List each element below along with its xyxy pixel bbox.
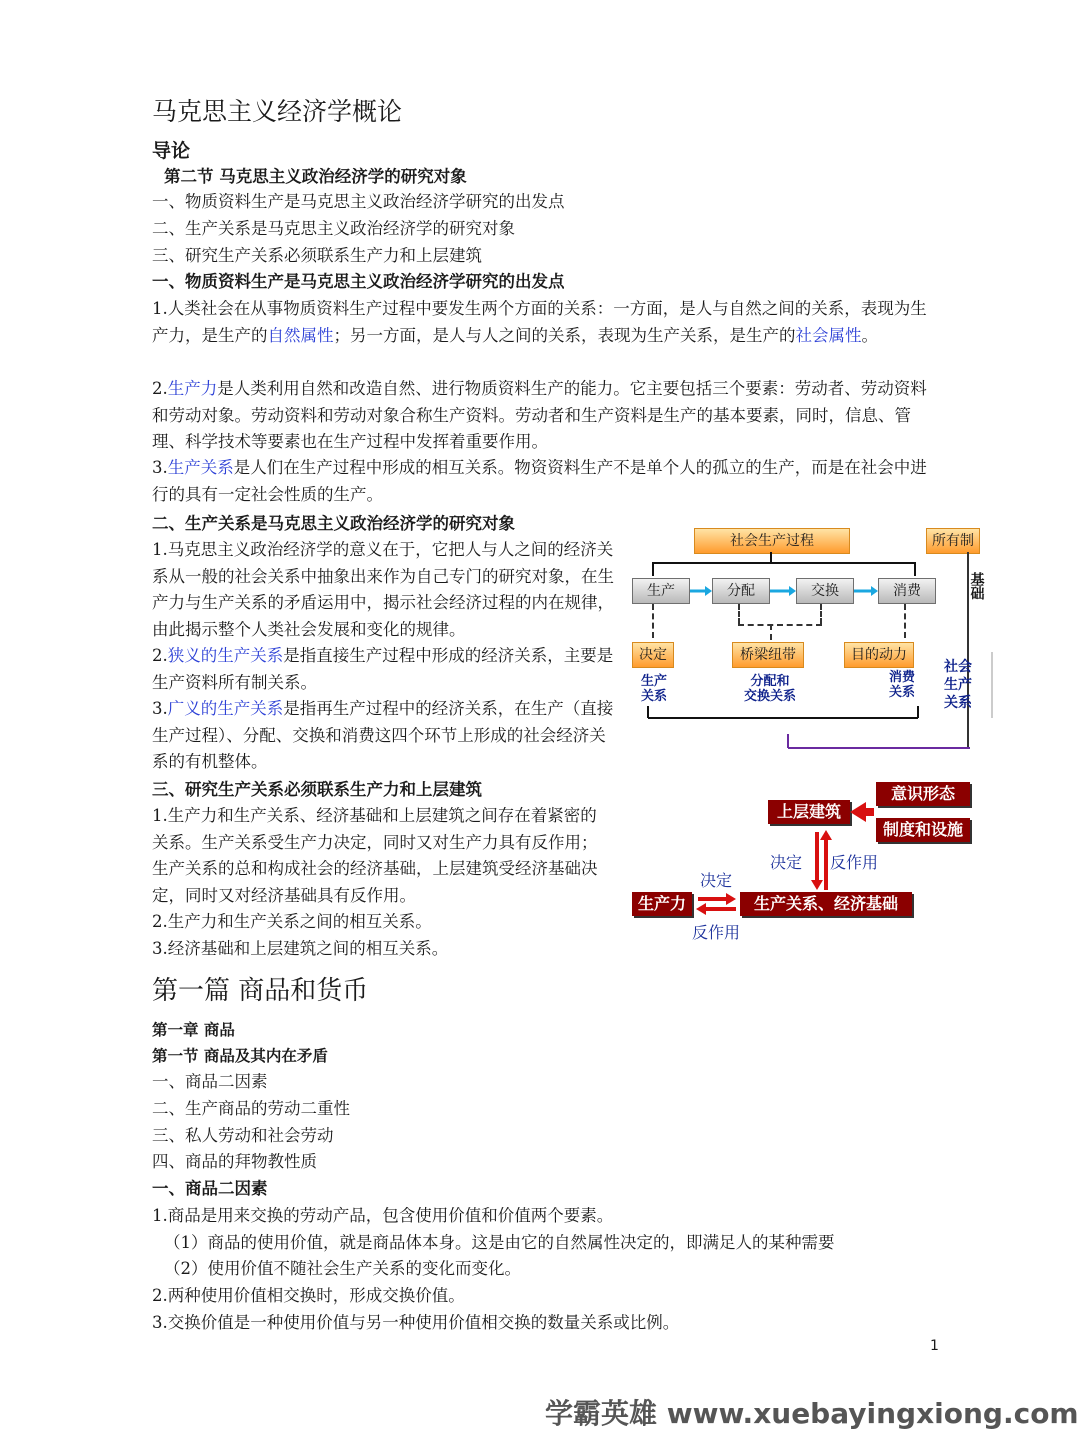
productive-forces-term: 生产力 [167,379,218,398]
role-motive: 目的动力 [844,642,914,668]
diagram2-arrows [628,778,978,946]
institutions-box: 制度和设施 [876,818,970,842]
outline-item-2: 二、生产关系是马克思主义政治经济学的研究对象 [152,219,515,238]
react-horizontal-label: 反作用 [692,923,741,942]
section-title: 第二节 马克思主义政治经济学的研究对象 [164,167,467,186]
node-exchange: 交换 [796,578,854,604]
outline-item-3: 三、研究生产关系必须联系生产力和上层建筑 [152,246,482,265]
part1-outline-2: 二、生产商品的劳动二重性 [152,1099,350,1118]
s3-paragraph-1: 1.生产力和生产关系、经济基础和上层建筑之间存在着紧密的关系。生产关系受生产力决定，同时又对生产力具有反作用；生产关系的总和构成社会的经济基础，上层建筑受经济基础决定，同时又对经济基础具有反作用。 [152,806,598,905]
s1-paragraph-2: 2.生产力是人类利用自然和改造自然、进行物质资料生产的能力。它主要包括三个要素：劳动者、劳动资料和劳动对象。劳动资料和劳动对象合称生产资料。劳动者和生产资料是生产的基本要素，同时，信息、管理、科学技术等要素也在生产过程中发挥着重要作用。 [152,379,927,451]
base-superstructure-diagram [628,778,978,946]
s1-paragraph-3: 3.生产关系是人们在生产过程中形成的相互关系。物资资料生产不是单个人的孤立的生产，而是在社会中进行的具有一定社会性质的生产。 [152,458,927,504]
superstructure-box: 上层建筑 [768,800,850,824]
dashed-consume [904,604,906,638]
s1-heading: 一、物质资料生产是马克思主义政治经济学研究的出发点 [152,272,565,291]
document-title: 马克思主义经济学概论 [152,97,403,126]
social-relations-label: 社会 生产 关系 [944,659,972,711]
dashed-dist [738,604,740,624]
s2-paragraph-2: 2.狭义的生产关系是指直接生产过程中形成的经济关系，主要是生产资料所有制关系。 [152,646,614,692]
role-bridge: 桥梁纽带 [732,642,804,668]
s3-paragraph-2: 2.生产力和生产关系之间的相互关系。 [152,912,432,931]
commodity-item-2: 2.两种使用价值相交换时，形成交换价值。 [152,1286,465,1305]
ownership-box: 所有制 [926,528,980,554]
intro-heading: 导论 [152,140,191,162]
s3-heading: 三、研究生产关系必须联系生产力和上层建筑 [152,780,482,799]
rel-distribution-label: 分配和 交换关系 [743,674,796,704]
node-consumption: 消费 [878,578,936,604]
relations-base-box: 生产关系、经济基础 [740,892,912,916]
node-distribution: 分配 [712,578,770,604]
rel-production-label: 生产 关系 [640,674,667,704]
outline-item-1: 一、物质资料生产是马克思主义政治经济学研究的出发点 [152,192,565,211]
productive-forces-box: 生产力 [632,892,692,916]
basis-label: 基础 [968,572,985,600]
role-decide: 决定 [632,642,674,668]
rel-consumption-label: 消费 关系 [888,670,915,700]
s2-paragraph-3: 3.广义的生产关系是指再生产过程中的经济关系，在生产（直接生产过程）、分配、交换和消费这四个环节上形成的社会经济关系的有机整体。 [152,699,614,771]
commodity-item-1-1: （1）商品的使用价值，就是商品体本身。这是由它的自然属性决定的，即满足人的某种需要 [164,1233,835,1252]
narrow-relations-term: 狭义的生产关系 [167,646,284,665]
part1-s1-heading: 一、商品二因素 [152,1179,268,1198]
page-number: 1 [930,1338,939,1354]
social-attribute-term: 社会属性 [795,325,862,345]
decide-horizontal-label: 决定 [700,871,733,890]
broad-relations-term: 广义的生产关系 [167,699,284,718]
commodity-item-3: 3.交换价值是一种使用价值与另一种使用价值相交换的数量关系或比例。 [152,1313,680,1332]
production-relations-term: 生产关系 [167,458,234,477]
part-title: 第一篇 商品和货币 [152,976,369,1006]
commodity-item-1-2: （2）使用价值不随社会生产关系的变化而变化。 [164,1259,521,1278]
part1-outline-4: 四、商品的拜物教性质 [152,1152,317,1171]
s2-paragraph-1: 1.马克思主义政治经济学的意义在于，它把人与人之间的经济关系从一般的社会关系中抽象出来作为自己专门的研究对象，在生产力与生产关系的矛盾运用中，揭示社会经济过程的内在规律，由此揭示整个人类社会发展和变化的规律。 [152,540,614,639]
decide-vertical-label: 决定 [770,853,803,872]
dashed-production [652,604,654,638]
react-vertical-label: 反作用 [830,853,879,872]
part1-outline-3: 三、私人劳动和社会劳动 [152,1126,334,1145]
watermark: 学霸英雄 www.xuebayingxiong.com [545,1397,1079,1430]
commodity-item-1: 1.商品是用来交换的劳动产品，包含使用价值和价值两个要素。 [152,1206,614,1225]
diagram1-arrows [628,520,998,755]
natural-attribute-term: 自然属性 [267,325,334,345]
section1-title: 第一节 商品及其内在矛盾 [152,1047,328,1065]
s2-heading: 二、生产关系是马克思主义政治经济学的研究对象 [152,514,515,533]
s3-paragraph-3: 3.经济基础和上层建筑之间的相互关系。 [152,939,449,958]
dashed-join [738,624,822,626]
dashed-bridge [770,624,772,640]
production-process-diagram [628,520,998,755]
dashed-exch [820,604,822,624]
node-production: 生产 [632,578,690,604]
chapter-title: 第一章 商品 [152,1021,235,1039]
s1-paragraph-1: 1.人类社会在从事物质资料生产过程中要发生两个方面的关系：一方面，是人与自然之间的关系，表现为生产力，是生产的自然属性；另一方面，是人与人之间的关系，表现为生产关系，是生产的社会属性。 [152,299,927,345]
ideology-box: 意识形态 [876,782,970,806]
part1-outline-1: 一、商品二因素 [152,1072,268,1091]
social-production-box: 社会生产过程 [694,528,850,554]
